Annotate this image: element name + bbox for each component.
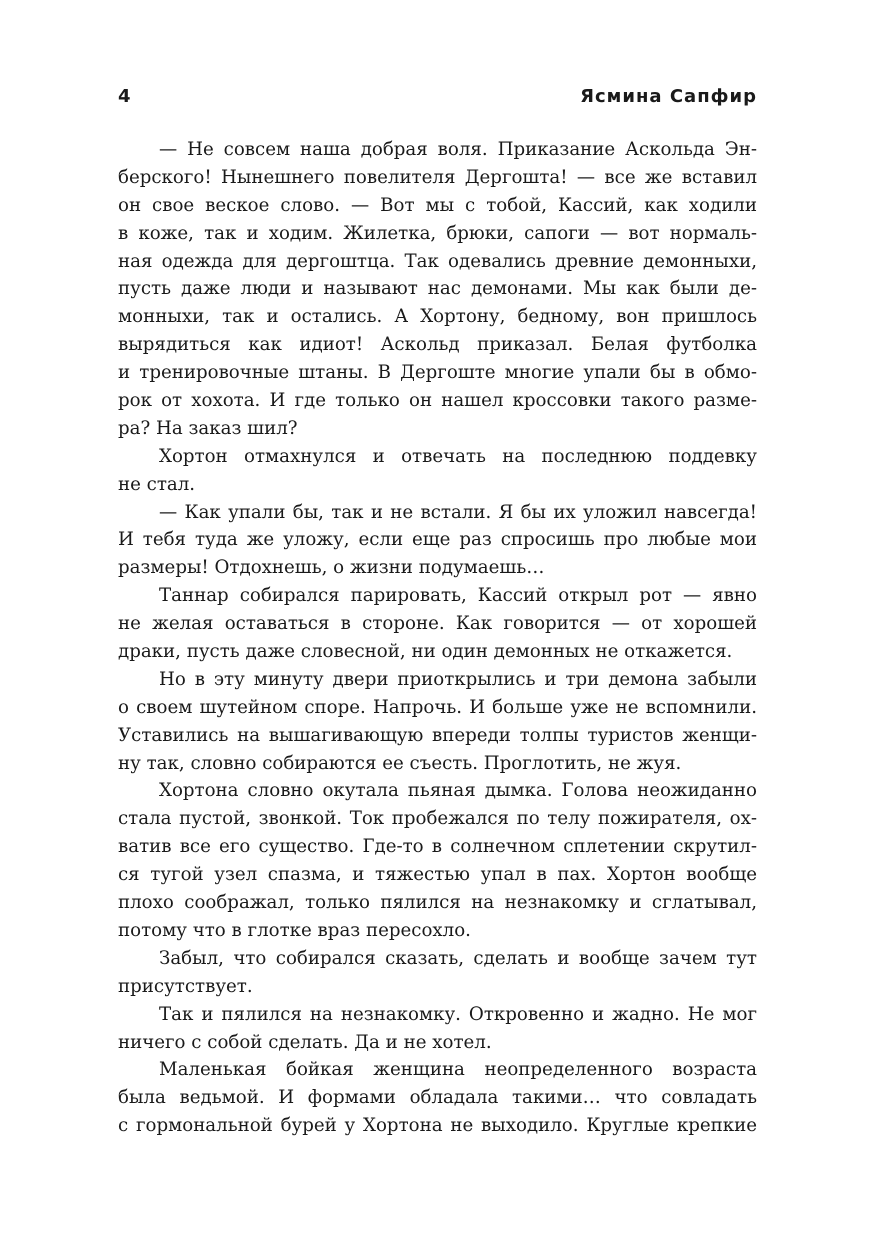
text-line: ная одежда для дергоштца. Так одевались древние демонныхи, xyxy=(118,250,757,272)
text-line: и тренировочные штаны. В Дергоште многие упали бы в обмо- xyxy=(118,362,757,384)
text-line: Хортон отмахнулся и отвечать на последнюю поддевку xyxy=(159,445,757,467)
text-line: Так и пялился на незнакомку. Откровенно и жадно. Не мог xyxy=(159,1003,757,1025)
text-line: Уставились на вышагивающую впереди толпы туристов женщи- xyxy=(118,724,757,746)
text-line: была ведьмой. И формами обладала такими… что совладать xyxy=(118,1087,757,1109)
text-line: — Не совсем наша добрая воля. Приказание Аскольда Эн- xyxy=(159,139,757,160)
text-line: он свое веское слово. — Вот мы с тобой, Кассий, как ходили xyxy=(118,194,757,216)
text-line: ничего с собой сделать. Да и не хотел. xyxy=(118,1031,492,1053)
text-line: пусть даже люди и называют нас демонами. Мы как были де- xyxy=(118,278,757,300)
text-line: в коже, так и ходим. Жилетка, брюки, сапоги — вот нормаль- xyxy=(118,222,757,244)
text-line: не желая оставаться в стороне. Как говорится — от хорошей xyxy=(118,613,757,635)
text-line: не стал. xyxy=(118,473,196,495)
text-line: Забыл, что собирался сказать, сделать и вообще зачем тут xyxy=(159,947,757,969)
text-line: размеры! Отдохнешь, о жизни подумаешь… xyxy=(118,557,545,579)
text-line: драки, пусть даже словесной, ни один демонных не откажется. xyxy=(118,641,733,663)
text-line: ватив все его существо. Где-то в солнечном сплетении скрутил- xyxy=(118,836,757,858)
text-line: рок от хохота. И где только он нашел кроссовки такого разме- xyxy=(118,390,757,412)
text-line: Маленькая бойкая женщина неопределенного возраста xyxy=(159,1059,757,1081)
text-line: Но в эту минуту двери приоткрылись и три демона забыли xyxy=(159,668,757,690)
page-header xyxy=(118,86,757,116)
text-line: присутствует. xyxy=(118,975,253,997)
text-line: — Как упали бы, так и не встали. Я бы их уложил навсегда! xyxy=(159,501,757,523)
text-line: берского! Нынешнего повелителя Дергошта! — все же вставил xyxy=(118,166,757,188)
text-line: монныхи, так и остались. А Хортону, бедному, вон пришлось xyxy=(118,306,757,328)
text-line: вырядиться как идиот! Аскольд приказал. Белая футболка xyxy=(118,334,757,356)
text-line: с гормональной бурей у Хортона не выходило. Круглые крепкие xyxy=(118,1115,757,1137)
text-line: ра? На заказ шил? xyxy=(118,417,298,439)
text-line: ся тугой узел спазма, и тяжестью упал в пах. Хортон вообще xyxy=(118,864,757,886)
text-line: плохо соображал, только пялился на незнакомку и сглатывал, xyxy=(118,892,757,914)
text-line: о своем шутейном споре. Напрочь. И больше уже не вспомнили. xyxy=(118,696,757,718)
body-text xyxy=(118,136,757,1140)
text-line: Хортона словно окутала пьяная дымка. Голова неожиданно xyxy=(159,780,757,802)
text-line: потому что в глотке враз пересохло. xyxy=(118,919,471,941)
text-line: стала пустой, звонкой. Ток пробежался по телу пожирателя, ох- xyxy=(118,808,757,830)
text-line: Таннар собирался парировать, Кассий открыл рот — явно xyxy=(159,585,757,607)
running-head: Ясмина Сапфир xyxy=(580,86,757,107)
text-line: И тебя туда же уложу, если еще раз спросишь про любые мои xyxy=(118,529,757,551)
text-line: ну так, словно собираются ее съесть. Проглотить, не жуя. xyxy=(118,752,682,774)
page-number: 4 xyxy=(118,86,131,107)
